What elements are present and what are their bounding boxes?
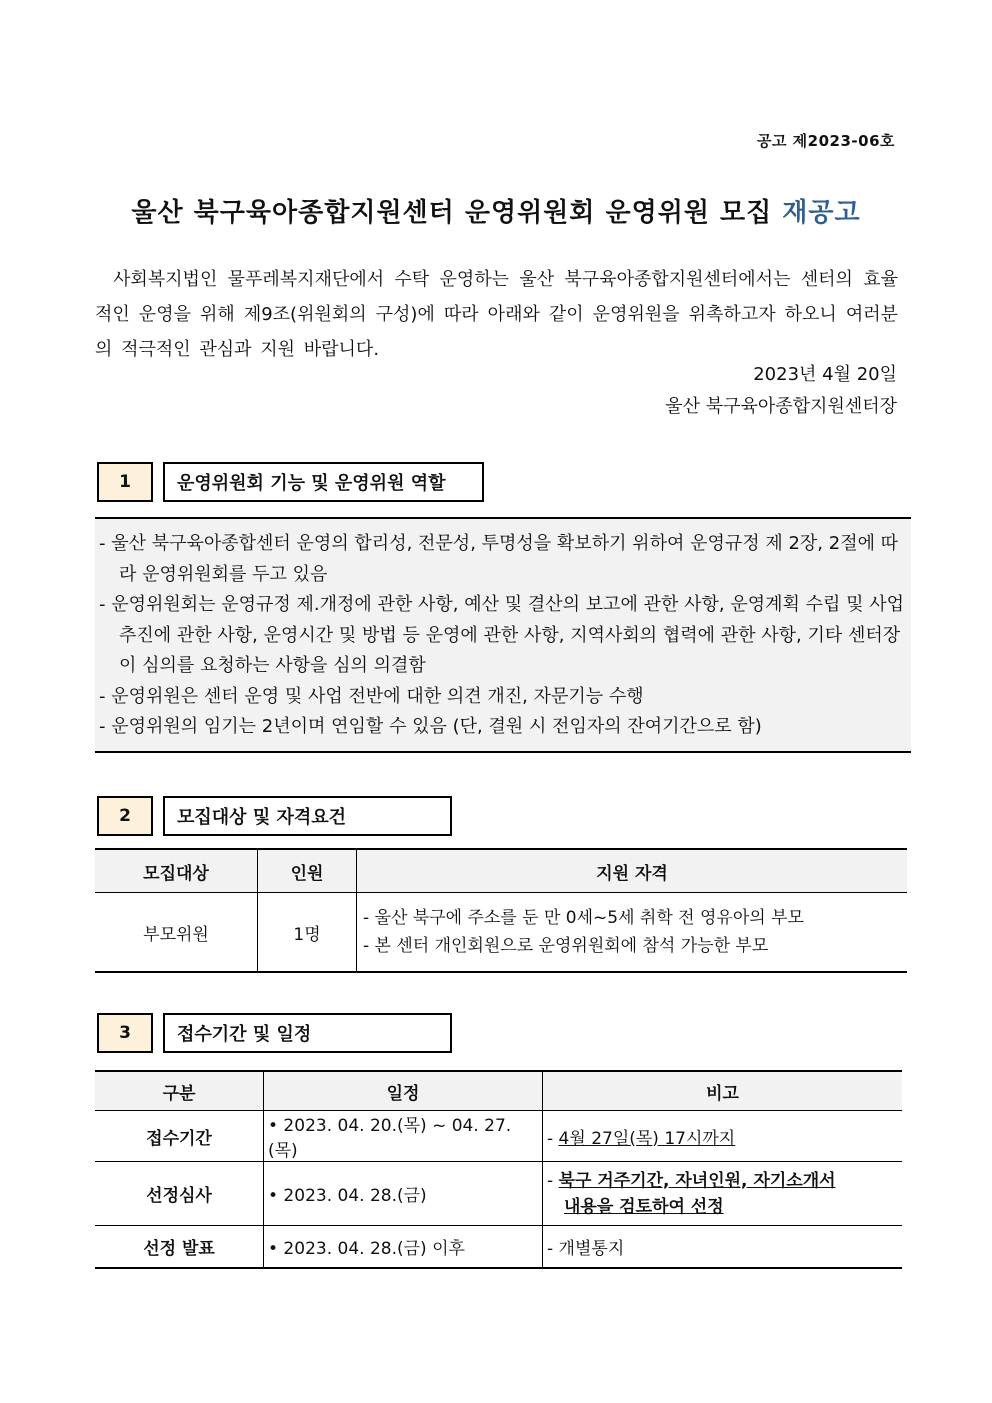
- note-text: 4월 27일(목) 17시까지: [558, 1128, 736, 1149]
- table-row: [95, 1162, 902, 1226]
- notice-number: 공고 제2023-06호: [756, 132, 895, 150]
- column-header: 구분: [95, 1071, 264, 1111]
- qualification-item: - 울산 북구에 주소를 둔 만 0세~5세 취학 전 영유아의 부모: [363, 908, 804, 928]
- note-text-continued: 내용을 검토하여 선정: [564, 1196, 724, 1217]
- note-prefix: -: [547, 1238, 559, 1259]
- title-main: 울산 북구육아종합지원센터 운영위원회 운영위원 모집: [131, 198, 773, 228]
- page-title: [0, 192, 992, 229]
- list-item: - 운영위원회는 운영규정 제.개정에 관한 사항, 예산 및 결산의 보고에 관한 사항, 운영계획 수립 및 사업추진에 관한 사항, 운영시간 및 방법 등 운영에 관한 사항, 지역사회의 협력에 관한 사항, 기타 센터장이 심의를 요청하는 사항을 심의 의결함: [99, 594, 905, 676]
- column-header: 인원: [258, 849, 357, 893]
- schedule-cell: • 2023. 04. 28.(금) 이후: [264, 1226, 543, 1268]
- section3-number: 3: [97, 1013, 153, 1053]
- title-accent: 재공고: [782, 198, 861, 228]
- list-item: - 운영위원은 센터 운영 및 사업 전반에 대한 의견 개진, 자문기능 수행: [99, 685, 644, 707]
- note-prefix: -: [547, 1128, 559, 1149]
- category-cell: 선정심사: [95, 1162, 264, 1226]
- qualification-item: - 본 센터 개인회원으로 운영위원회에 참석 가능한 부모: [363, 936, 769, 956]
- table-header-row: [95, 849, 907, 893]
- note-cell: [543, 1111, 903, 1162]
- note-text: 북구 거주기간, 자녀인원, 자기소개서: [558, 1170, 836, 1191]
- list-item: - 울산 북구육아종합센터 운영의 합리성, 전문성, 투명성을 확보하기 위하여 운영규정 제 2장, 2절에 따라 운영위원회를 두고 있음: [99, 533, 899, 585]
- recruitment-table: [95, 848, 907, 973]
- category-cell: 선정 발표: [95, 1226, 264, 1268]
- note-cell: [543, 1162, 903, 1226]
- column-header: 지원 자격: [357, 849, 908, 893]
- section1-title: 운영위원회 기능 및 운영위원 역할: [163, 462, 484, 502]
- column-header: 일정: [264, 1071, 543, 1111]
- section2-title: 모집대상 및 자격요건: [163, 796, 452, 836]
- note-prefix: -: [547, 1170, 559, 1191]
- notice-date: 2023년 4월 20일: [753, 364, 897, 385]
- section1-content: [95, 517, 911, 753]
- table-row: [95, 1111, 902, 1162]
- table-row: [95, 1226, 902, 1268]
- section2-number: 2: [97, 796, 153, 836]
- column-header: 비고: [543, 1071, 903, 1111]
- note-cell: [543, 1226, 903, 1268]
- schedule-cell: • 2023. 04. 20.(목) ~ 04. 27.(목): [264, 1111, 543, 1162]
- note-text: 개별통지: [558, 1238, 625, 1259]
- table-row: [95, 893, 907, 973]
- category-cell: 접수기간: [146, 1128, 212, 1149]
- column-header: 모집대상: [95, 849, 258, 893]
- table-header-row: [95, 1071, 902, 1111]
- schedule-table: [95, 1070, 902, 1269]
- section3-title: 접수기간 및 일정: [163, 1013, 452, 1053]
- signature: 울산 북구육아종합지원센터장: [665, 396, 897, 417]
- list-item: - 운영위원의 임기는 2년이며 연임할 수 있음 (단, 결원 시 전임자의 잔여기간으로 함): [99, 716, 762, 737]
- count-cell: 1명: [258, 893, 357, 973]
- qualification-cell: [357, 893, 908, 973]
- section1-number: 1: [97, 462, 153, 502]
- target-cell: 부모위원: [143, 924, 209, 945]
- intro-paragraph: 사회복지법인 물푸레복지재단에서 수탁 운영하는 울산 북구육아종합지원센터에서는 센터의 효율적인 운영을 위해 제9조(위원회의 구성)에 따라 아래와 같이 운영위원을 위촉하고자 하오니 여러분의 적극적인 관심과 지원 바랍니다.: [95, 269, 898, 360]
- schedule-cell: • 2023. 04. 28.(금): [264, 1162, 543, 1226]
